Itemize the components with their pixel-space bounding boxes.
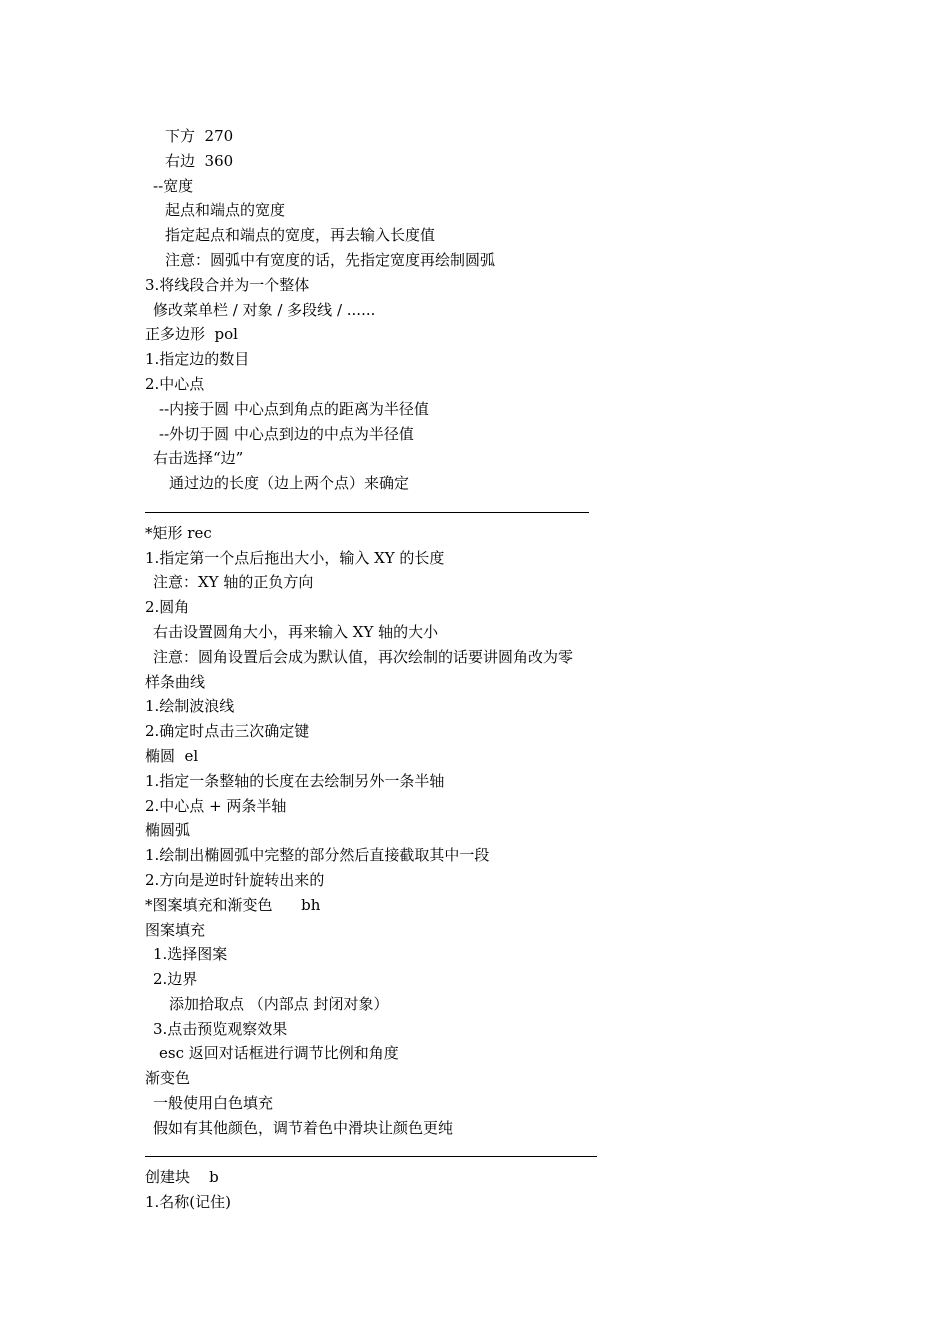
text-line: 右击设置圆角大小，再来输入 XY 轴的大小	[153, 622, 439, 641]
section-heading: 椭圆 el	[145, 746, 199, 765]
document-body	[145, 124, 905, 1215]
text-line: 右边 360	[165, 151, 234, 170]
text-line: 3.点击预览观察效果	[153, 1019, 288, 1038]
text-line: --外切于圆 中心点到边的中点为半径值	[159, 424, 414, 443]
text-line: 1.绘制波浪线	[145, 697, 235, 716]
text-line: 3.将线段合并为一个整体	[145, 275, 310, 294]
horizontal-rule	[145, 1141, 905, 1166]
text-line: esc 返回对话框进行调节比例和角度	[159, 1044, 399, 1063]
text-line: 1.绘制出椭圆弧中完整的部分然后直接截取其中一段	[145, 846, 490, 865]
text-line: 注意：圆弧中有宽度的话，先指定宽度再绘制圆弧	[165, 250, 496, 269]
text-line: 1.名称(记住)	[145, 1193, 232, 1212]
text-line: 2.方向是逆时针旋转出来的	[145, 870, 325, 889]
text-line: 2.中心点	[145, 374, 205, 393]
text-line: 注意：XY 轴的正负方向	[153, 573, 314, 592]
text-line: 1.指定一条整轴的长度在去绘制另外一条半轴	[145, 771, 445, 790]
text-line: 右击选择“边”	[153, 449, 244, 468]
text-line: 1.选择图案	[153, 945, 228, 964]
horizontal-rule	[145, 496, 905, 521]
text-line: 1.指定边的数目	[145, 350, 250, 369]
section-heading: 正多边形 pol	[145, 325, 238, 344]
text-line: 2.圆角	[145, 598, 190, 617]
text-line: 修改菜单栏 / 对象 / 多段线 / ......	[153, 300, 376, 319]
section-heading: *矩形 rec	[145, 523, 212, 542]
section-heading: 椭圆弧	[145, 821, 191, 840]
text-line: 下方 270	[165, 127, 234, 145]
text-line: 指定起点和端点的宽度，再去输入长度值	[165, 226, 436, 245]
section-heading: 图案填充	[145, 920, 206, 939]
text-line: 假如有其他颜色，调节着色中滑块让颜色更纯	[153, 1118, 454, 1137]
text-line: 2.确定时点击三次确定键	[145, 722, 310, 741]
text-line: 通过边的长度（边上两个点）来确定	[169, 474, 410, 493]
text-line: 1.指定第一个点后拖出大小，输入 XY 的长度	[145, 548, 445, 567]
section-heading: *图案填充和渐变色 bh	[145, 895, 321, 914]
text-line: 添加拾取点 （内部点 封闭对象）	[169, 994, 389, 1013]
text-line: 2.中心点 + 两条半轴	[145, 796, 287, 815]
text-line: --内接于圆 中心点到角点的距离为半径值	[159, 399, 429, 418]
text-line: 注意：圆角设置后会成为默认值，再次绘制的话要讲圆角改为零	[153, 647, 574, 666]
section-heading: 渐变色	[145, 1069, 191, 1088]
text-line: --宽度	[153, 176, 194, 195]
section-heading: 创建块 b	[145, 1168, 219, 1187]
section-heading: 样条曲线	[145, 672, 206, 691]
text-line: 起点和端点的宽度	[165, 201, 286, 220]
text-line: 2.边界	[153, 970, 198, 989]
text-line: 一般使用白色填充	[153, 1094, 274, 1113]
